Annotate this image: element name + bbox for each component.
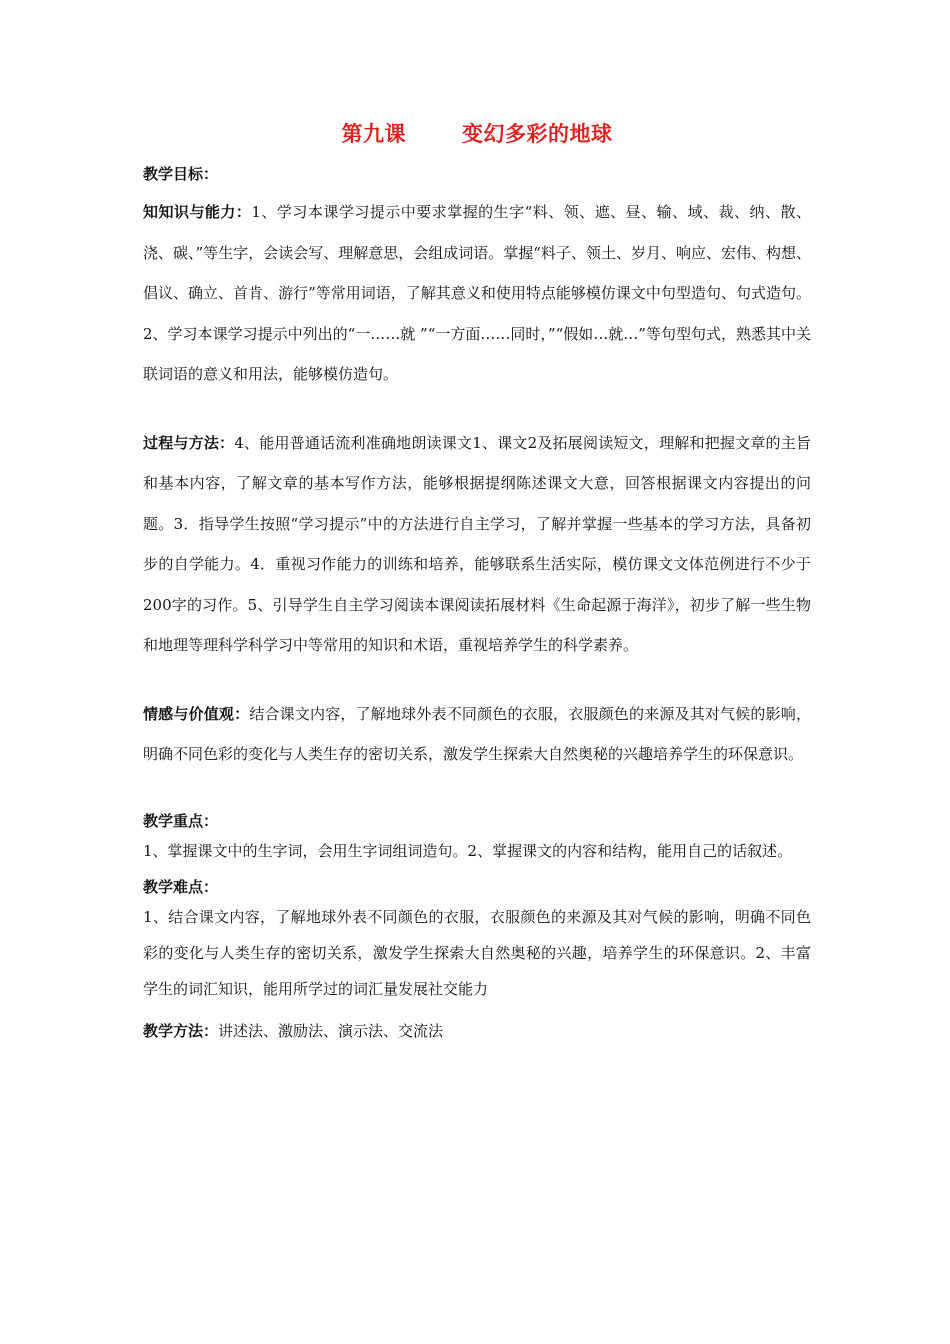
methods-label: 教学方法：	[143, 1021, 219, 1040]
difficulties-heading: 教学难点：	[143, 877, 219, 896]
methods-text: 讲述法、激励法、演示法、交流法	[218, 1021, 444, 1040]
knowledge-label: 知知识与能力：	[143, 203, 252, 221]
difficulties-text: 1、结合课文内容，了解地球外表不同颜色的衣服，衣服颜色的来源及其对气候的影响，明确不同色彩的变化与人类生存的密切关系，激发学生探索大自然奥秘的兴趣，培养学生的环保意识。2、丰富学生的词汇知识，能用所学过的词汇量发展社交能力	[143, 907, 811, 998]
emotion-section	[143, 694, 811, 775]
objectives-heading: 教学目标：	[143, 165, 219, 183]
page-title	[143, 118, 811, 148]
methods-section	[143, 1013, 811, 1049]
emotion-text: 结合课文内容，了解地球外表不同颜色的衣服，衣服颜色的来源及其对气候的影响，明确不同色彩的变化与人类生存的密切关系，激发学生探索大自然奥秘的兴趣培养学生的环保意识。	[143, 704, 811, 763]
process-section	[143, 423, 811, 666]
lesson-number: 第九课	[341, 121, 406, 146]
key-points-heading: 教学重点：	[143, 811, 219, 830]
process-text: 4、能用普通话流利准确地朗读课文1、课文2及拓展阅读短文，理解和把握文章的主旨和基本内容，了解文章的基本写作方法，能够根据提纲陈述课文大意，回答根据课文内容提出的问题。3．指导学生按照“学习提示”中的方法进行自主学习，了解并掌握一些基本的学习方法，具备初步的自学能力。4．重视习作能力的训练和培养，能够联系生活实际，模仿课文文体范例进行不少于200字的习作。5、引导学生自主学习阅读本课阅读拓展材料《生命起源于海洋》，初步了解一些生物和地理等理科学科学习中等常用的知识和术语，重视培养学生的科学素养。	[143, 433, 811, 654]
knowledge-text: 1、学习本课学习提示中要求掌握的生字“料、领、遮、昼、输、域、裁、纳、散、浇、碳、”等生字，会读会写、理解意思，会组成词语。掌握“料子、领土、岁月、响应、宏伟、构想、倡议、确立、首肯、游行”等常用词语，了解其意义和使用特点能够模仿课文中句型造句、句式造句。2、学习本课学习提示中列出的“一……就 ”“一方面……同时，”“假如…就…”等句型句式，熟悉其中关联词语的意义和用法，能够模仿造句。	[143, 203, 811, 383]
key-points-text: 1、掌握课文中的生字词，会用生字词组词造句。2、掌握课文的内容和结构，能用自己的话叙述。	[143, 841, 793, 860]
document-page	[143, 118, 811, 1049]
knowledge-section	[143, 192, 811, 395]
emotion-label: 情感与价值观：	[143, 704, 250, 723]
lesson-name: 变幻多彩的地球	[462, 121, 613, 146]
process-label: 过程与方法：	[143, 433, 235, 452]
